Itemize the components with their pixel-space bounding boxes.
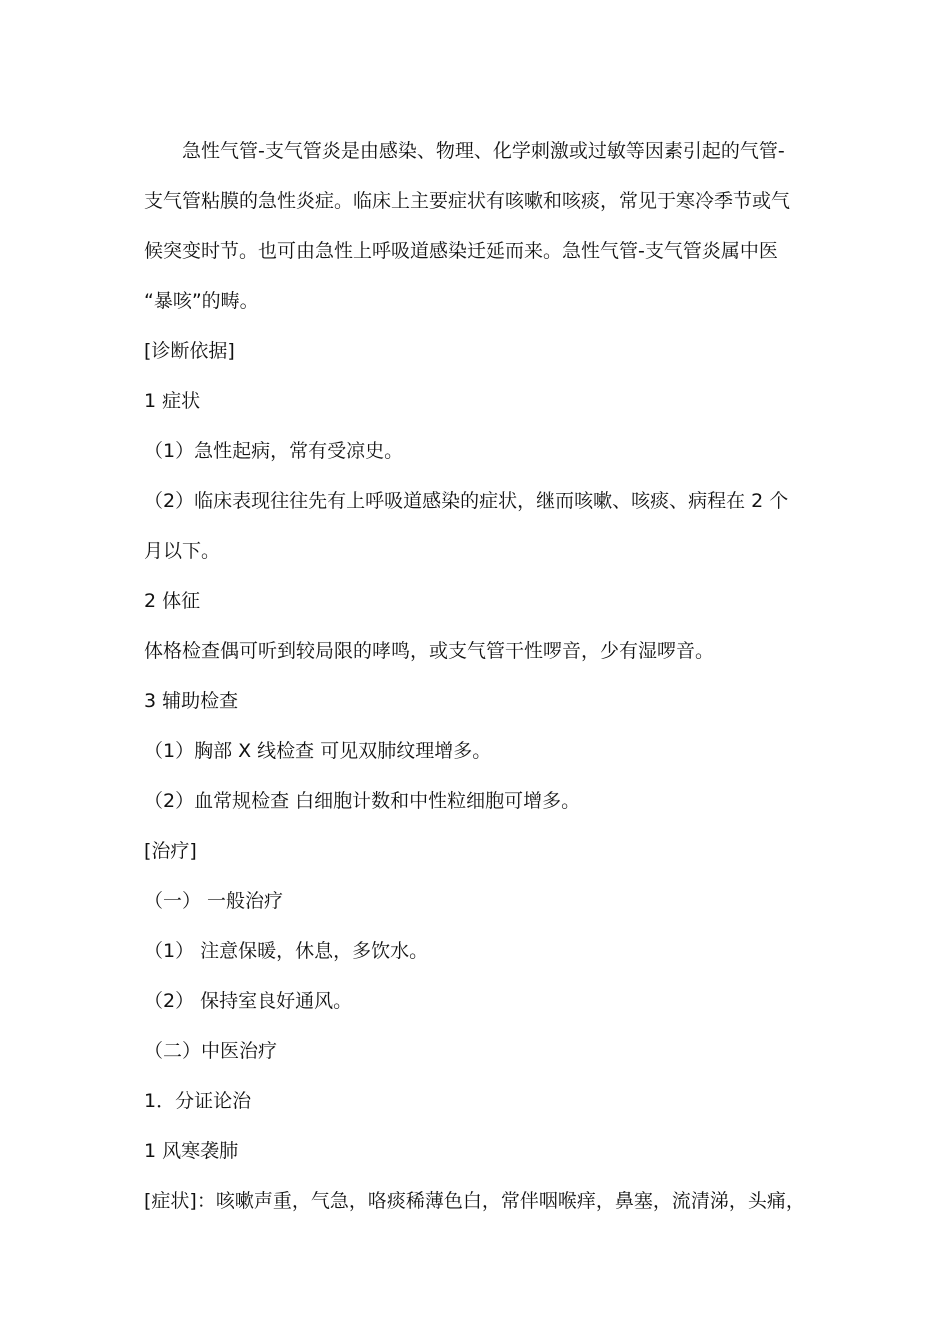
treatment-heading: [治疗]: [144, 840, 197, 862]
diagnosis-heading: [诊断依据]: [144, 340, 235, 362]
intro-line-4: “暴咳”的畴。: [144, 290, 259, 312]
aux-exam-item-2: （2）血常规检查 白细胞计数和中性粒细胞可增多。: [144, 790, 581, 812]
syndrome-differentiation-heading: 1．分证论治: [144, 1090, 252, 1112]
aux-exam-item-1: （1）胸部 X 线检查 可见双肺纹理增多。: [144, 740, 492, 762]
intro-paragraph: [144, 126, 820, 326]
tcm-treatment-heading: （二）中医治疗: [144, 1040, 278, 1062]
syndrome-1-heading: 1 风寒袭肺: [144, 1140, 239, 1162]
general-treatment-item-2: （2） 保持室良好通风。: [144, 990, 353, 1012]
intro-line-1: 急性气管-支气管炎是由感染、物理、化学刺激或过敏等因素引起的气管-: [182, 140, 785, 162]
symptom-item-1: （1）急性起病，常有受凉史。: [144, 440, 404, 462]
intro-line-2: 支气管粘膜的急性炎症。临床上主要症状有咳嗽和咳痰，常见于寒冷季节或气: [144, 190, 791, 212]
symptom-item-2-line-2: 月以下。: [144, 540, 221, 562]
aux-exam-heading: 3 辅助检查: [144, 690, 239, 712]
intro-line-3: 候突变时节。也可由急性上呼吸道感染迁延而来。急性气管-支气管炎属中医: [144, 240, 778, 262]
syndrome-1-symptoms: [症状]：咳嗽声重，气急，咯痰稀薄色白，常伴咽喉痒，鼻塞，流清涕，头痛，: [144, 1190, 805, 1212]
signs-text: 体格检查偶可听到较局限的哮鸣，或支气管干性啰音，少有湿啰音。: [144, 640, 715, 662]
signs-heading: 2 体征: [144, 590, 201, 612]
symptoms-heading: 1 症状: [144, 390, 201, 412]
general-treatment-heading: （一） 一般治疗: [144, 890, 284, 912]
document-body: [144, 126, 820, 1226]
general-treatment-item-1: （1） 注意保暖，休息，多饮水。: [144, 940, 429, 962]
symptom-item-2-line-1: （2）临床表现往往先有上呼吸道感染的症状，继而咳嗽、咳痰、病程在 2 个: [144, 490, 789, 512]
